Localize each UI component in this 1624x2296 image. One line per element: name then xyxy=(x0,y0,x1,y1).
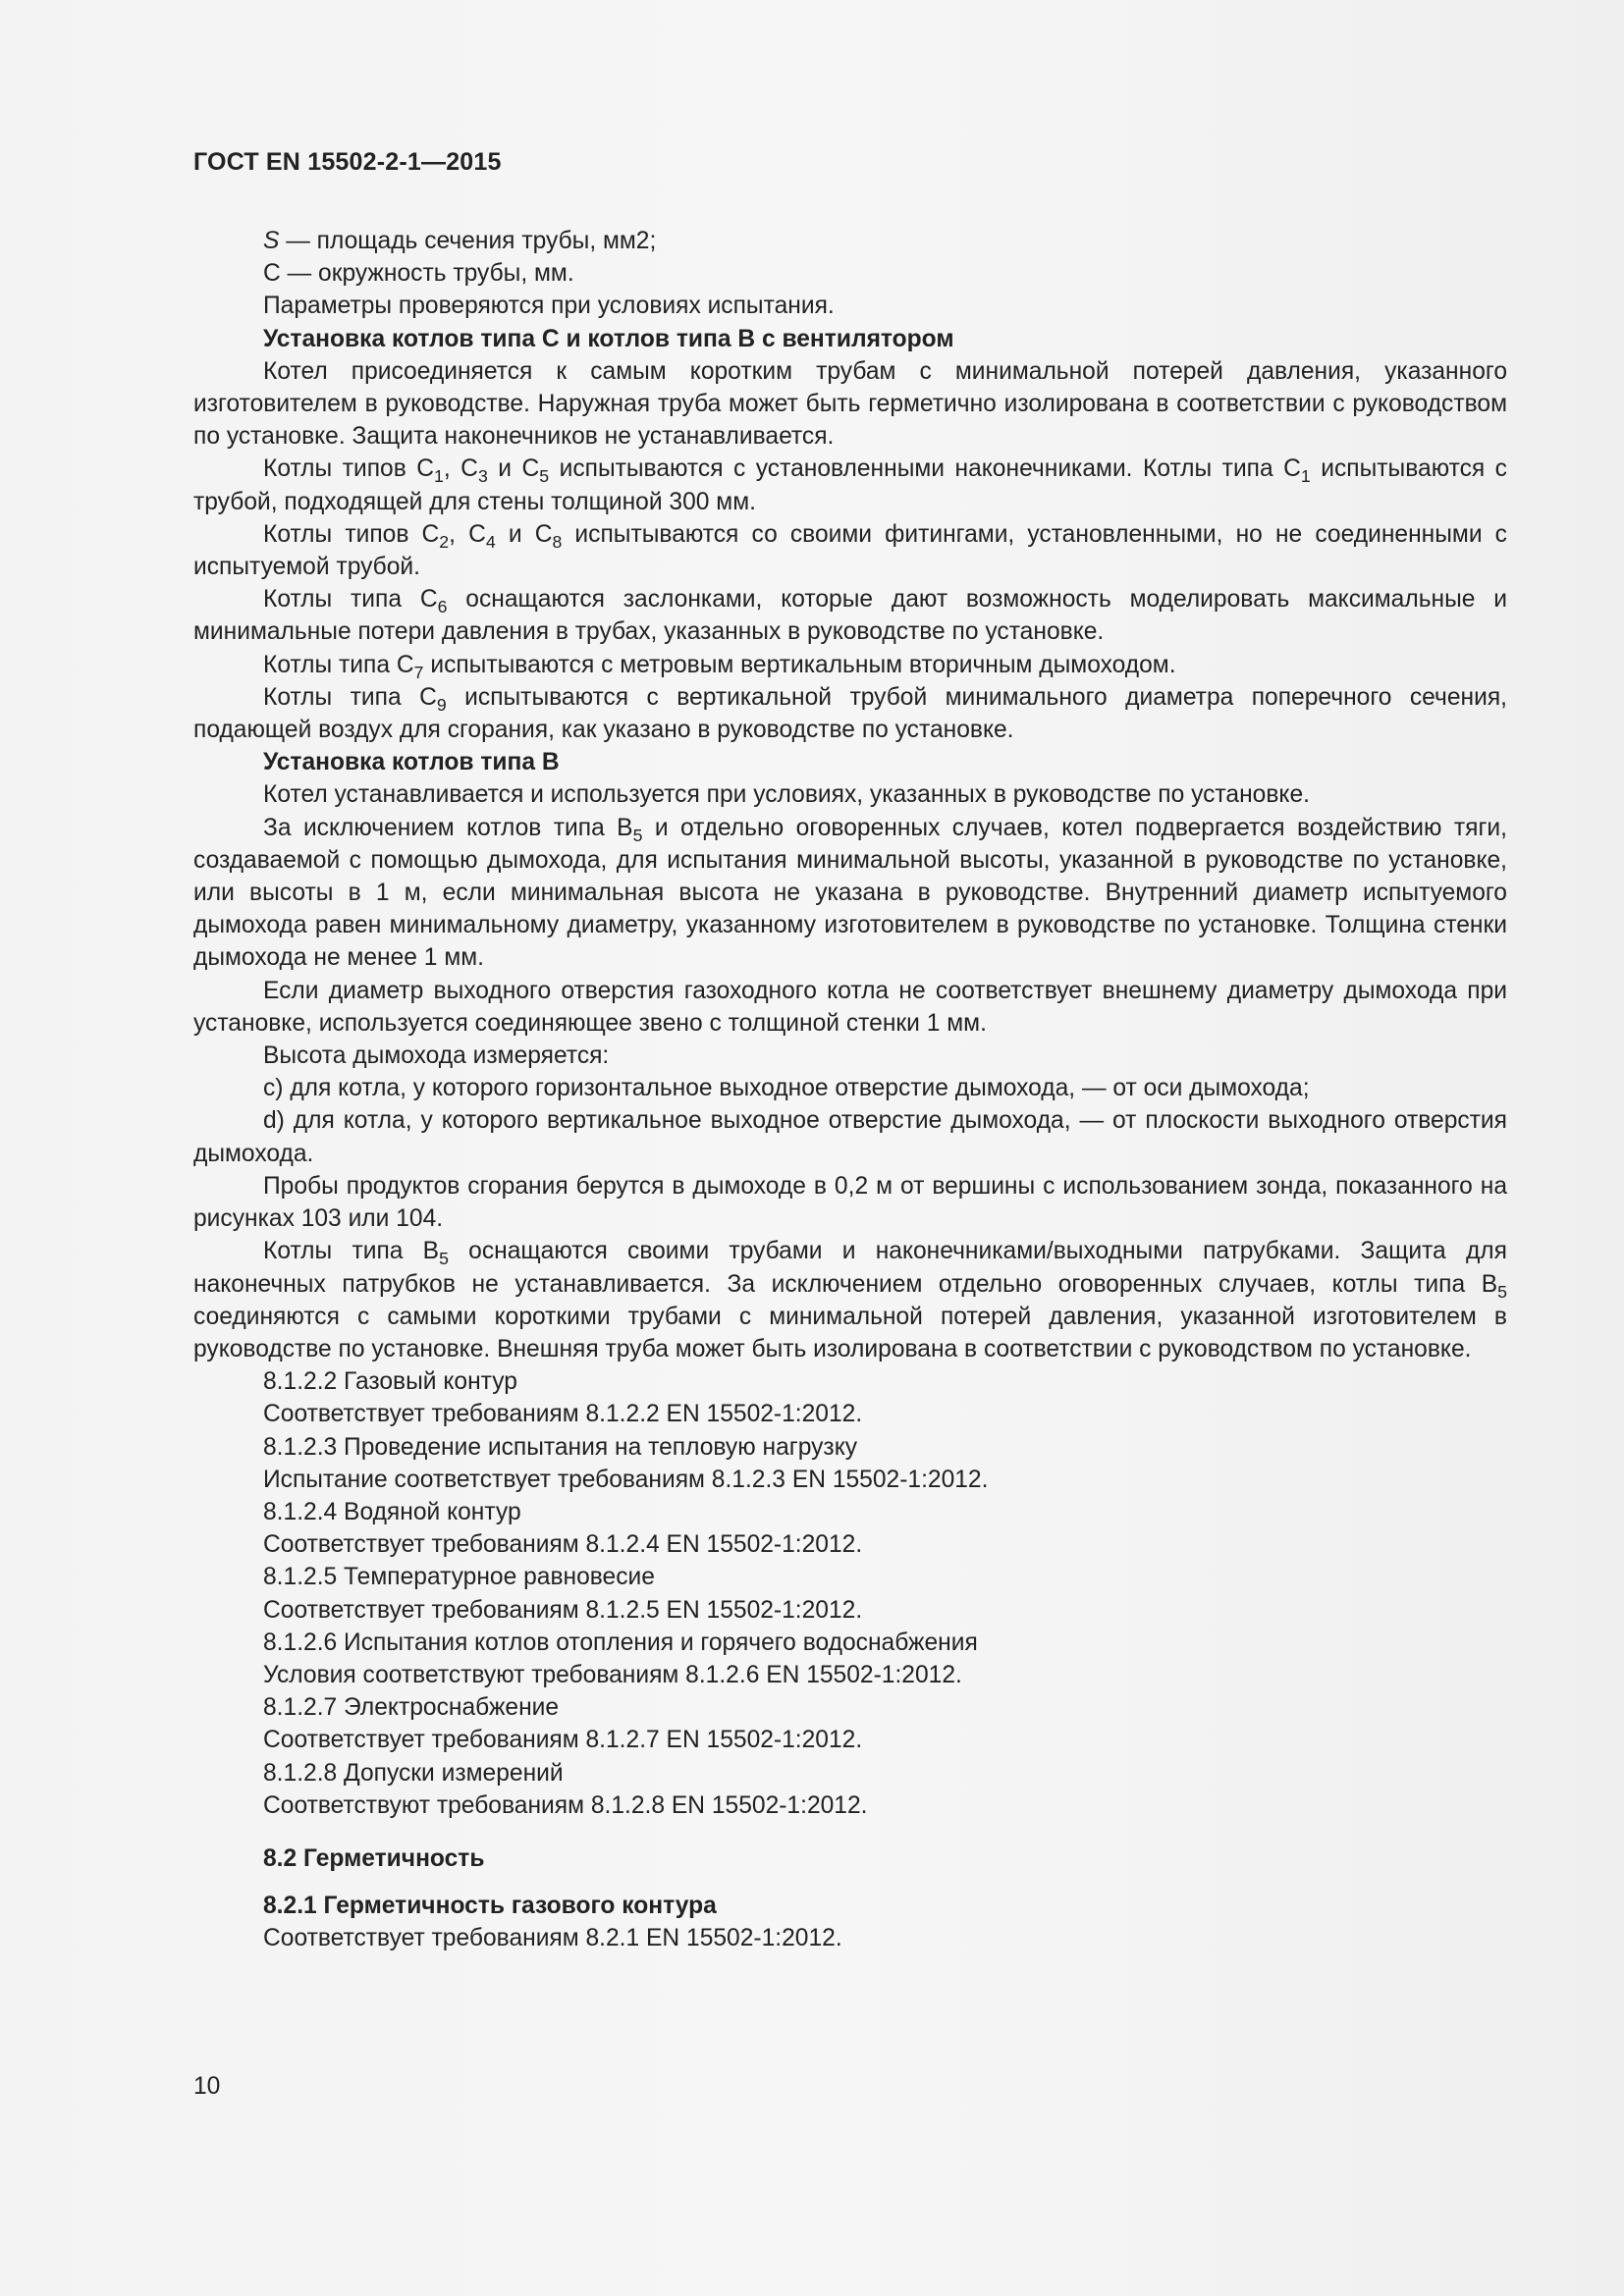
paragraph-height: Высота дымохода измеряется: xyxy=(263,1042,610,1070)
heading-type-c-install: Установка котлов типа С и котлов типа В с вентилятором xyxy=(263,325,954,352)
list-item-d: d) для котла, у которого вертикальное выходное отверстие дымохода, — от плоскости выходного отверстия дымохода. xyxy=(193,1107,1507,1167)
paragraph-parameters: Параметры проверяются при условиях испытания. xyxy=(263,293,835,320)
document-body xyxy=(193,225,1507,1955)
symbol-s: S xyxy=(263,228,280,254)
page-number: 10 xyxy=(193,2073,221,2100)
section-8125-title: 8.1.2.5 Температурное равновесие xyxy=(263,1564,655,1591)
section-8124-title: 8.1.2.4 Водяной контур xyxy=(263,1498,521,1525)
paragraph-c9: Котлы типа $С_9$ испытываются с вертикальной трубой минимального диаметра поперечного сечения, подающей воздух для сгорания, как указано в руководстве по установке. xyxy=(193,683,1508,744)
paragraph-samples: Пробы продуктов сгорания берутся в дымоходе в 0,2 м от вершины с использованием зонда, показанного на рисунках 103 или 104. xyxy=(193,1172,1507,1233)
paragraph-diameter: Если диаметр выходного отверстия газоходного котла не соответствует внешнему диаметру дымохода при установке, используется соединяющее звено с толщиной стенки 1 мм. xyxy=(193,977,1507,1037)
list-item-c: c) для котла, у которого горизонтальное выходное отверстие дымохода, — от оси дымохода; xyxy=(263,1075,1310,1102)
section-8127-title: 8.1.2.7 Электроснабжение xyxy=(263,1694,560,1722)
section-8128-body: Соответствуют требованиям 8.1.2.8 EN 15502-1:2012. xyxy=(263,1791,868,1819)
section-821-heading: 8.2.1 Герметичность газового контура xyxy=(263,1893,717,1920)
heading-type-b-install: Установка котлов типа В xyxy=(263,749,560,776)
paragraph-s-definition: S — площадь сечения трубы, мм2; xyxy=(263,228,657,254)
section-8126-body: Условия соответствуют требованиям 8.1.2.6 EN 15502-1:2012. xyxy=(263,1661,962,1688)
section-8123-title: 8.1.2.3 Проведение испытания на тепловую нагрузку xyxy=(263,1433,858,1461)
paragraph-c6: Котлы типа $С_6$ оснащаются заслонками, которые дают возможность моделировать максимальные и минимальные потери давления в трубах, указанных в руководстве по установке. xyxy=(193,586,1508,646)
section-8123-body: Испытание соответствует требованиям 8.1.2.3 EN 15502-1:2012. xyxy=(263,1466,989,1493)
paragraph-b5: Котлы типа $В_5$ оснащаются своими трубами и наконечниками/выходными патрубками. Защита для наконечных патрубков не устанавливается. За исключением отдельно оговоренных случаев, котлы типа $В_5$ соединяются с самыми короткими трубами с минимальной потерей давления, указанной изготовителем в руководстве по установке. Внешняя труба может быть изолирована в соответствии с руководством по установке. xyxy=(193,1238,1507,1362)
paragraph-b-install: Котел устанавливается и используется при условиях, указанных в руководстве по установке. xyxy=(263,781,1310,809)
document-header: ГОСТ EN 15502-2-1—2015 xyxy=(193,148,502,176)
section-8126-title: 8.1.2.6 Испытания котлов отопления и горячего водоснабжения xyxy=(263,1629,978,1656)
paragraph-c1-c3-c5: Котлы типов $С_1$, $С_3$ и $С_5$ испытываются с установленными наконечниками. Котлы типа $С_1$ испытываются с трубой, подходящей для стены толщиной 300 мм. xyxy=(193,455,1507,515)
section-8124-body: Соответствует требованиям 8.1.2.4 EN 15502-1:2012. xyxy=(263,1531,863,1559)
paragraph-c7: Котлы типа $С_7$ испытываются с метровым вертикальным вторичным дымоходом. xyxy=(263,651,1176,682)
section-8128-title: 8.1.2.8 Допуски измерений xyxy=(263,1759,564,1787)
section-8122-body: Соответствует требованиям 8.1.2.2 EN 15502-1:2012. xyxy=(263,1401,863,1428)
section-8122-title: 8.1.2.2 Газовый контур xyxy=(263,1368,517,1396)
paragraph-c2-c4-c8: Котлы типов $С_2$, $С_4$ и $С_8$ испытываются со своими фитингами, установленными, но не соединенными с испытуемой трубой. xyxy=(193,520,1507,581)
paragraph-c-install: Котел присоединяется к самым коротким трубам с минимальной потерей давления, указанного изготовителем в руководстве. Наружная труба может быть герметично изолирована в соответствии с руководством по установке. Защита наконечников не устанавливается. xyxy=(193,357,1507,451)
paragraph-b5-exception: За исключением котлов типа $В_5$ и отдельно оговоренных случаев, котел подвергается воздействию тяги, создаваемой с помощью дымохода, для испытания минимальной высоты, указанной в руководстве по установке, или высоты в 1 м, если минимальная высота не указана в руководстве. Внутренний диаметр испытуемого дымохода равен минимальному диаметру, указанному изготовителем в руководстве по установке. Толщина стенки дымохода не менее 1 мм. xyxy=(193,814,1507,972)
section-8127-body: Соответствует требованиям 8.1.2.7 EN 15502-1:2012. xyxy=(263,1727,863,1754)
section-8125-body: Соответствует требованиям 8.1.2.5 EN 15502-1:2012. xyxy=(263,1596,863,1624)
section-821-body: Соответствует требованиям 8.2.1 EN 15502-1:2012. xyxy=(263,1925,842,1952)
section-82-heading: 8.2 Герметичность xyxy=(263,1844,485,1872)
paragraph-c-definition: С — окружность трубы, мм. xyxy=(263,260,574,288)
